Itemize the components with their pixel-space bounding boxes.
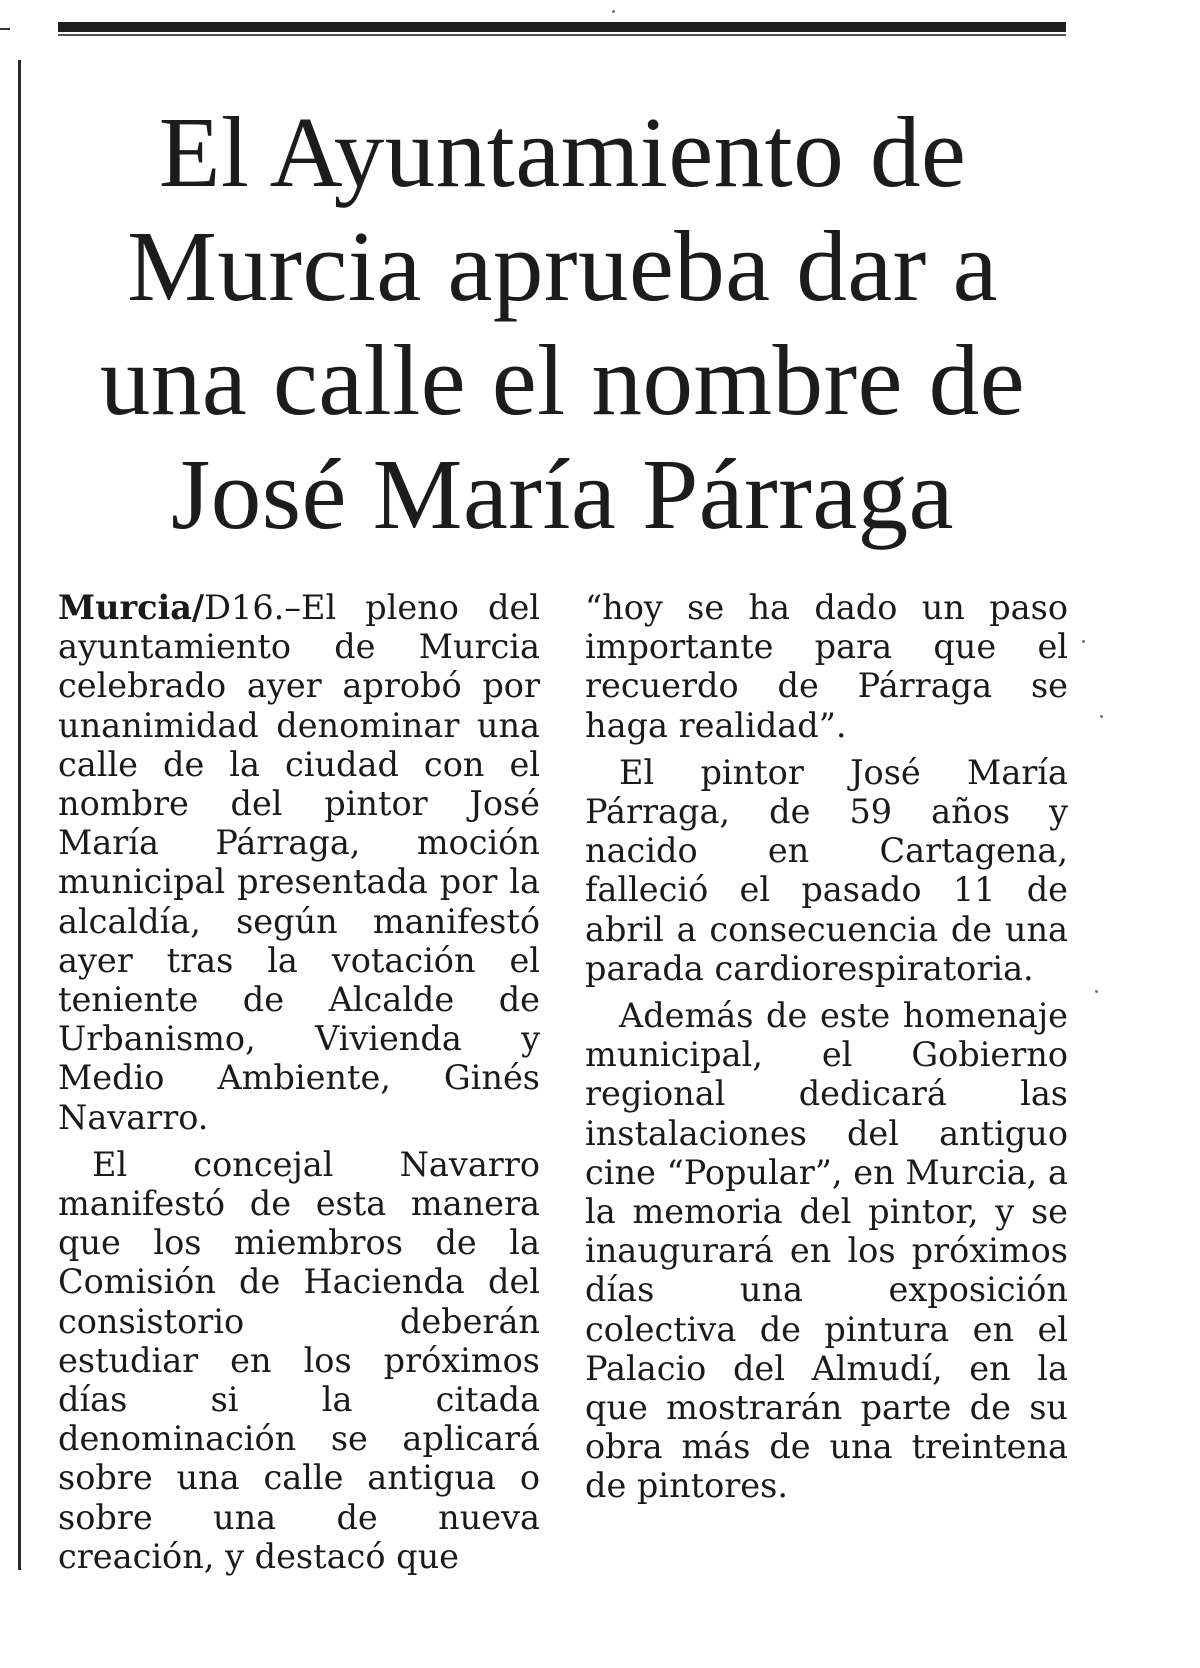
right-column bbox=[585, 588, 1068, 1514]
left-margin-rule bbox=[18, 60, 21, 1570]
top-rule bbox=[58, 22, 1066, 32]
body-paragraph: El pintor José María Párraga, de 59 años y nacido en Cartagena, falleció el pasado 11 de abril a consecuencia de una parada cardiorespiratoria. bbox=[585, 752, 1068, 988]
scan-speck bbox=[1095, 990, 1098, 993]
byline: D16.– bbox=[204, 588, 302, 627]
left-column bbox=[58, 588, 540, 1584]
scan-speck bbox=[612, 10, 615, 13]
lead-text: El pleno del ayuntamiento de Murcia celebrado ayer aprobó por unanimidad denominar una calle de la ciudad con el nombre del pintor José María Párraga, moción municipal presentada por la alcaldía, según manifestó ayer tras la votación el teniente de Alcalde de Urbanismo, Vivienda y Medio Ambiente, Ginés Navarro. bbox=[58, 588, 540, 1137]
top-rule-thin bbox=[58, 34, 1066, 36]
quote-paragraph: “hoy se ha dado un paso importante para que el recuerdo de Párraga se haga realidad”. bbox=[585, 588, 1068, 745]
headline: El Ayuntamiento de Murcia aprueba dar a una calle el nombre de José María Párraga bbox=[99, 96, 1026, 550]
dateline: Murcia/ bbox=[58, 588, 205, 627]
body-paragraph: El concejal Navarro manifestó de esta manera que los miembros de la Comisión de Hacienda del consistorio deberán estudiar en los próximos días si la citada denominación se aplicará sobre una calle antigua o sobre una de nueva creación, y destacó que bbox=[58, 1144, 540, 1576]
page-edge-mark bbox=[0, 28, 10, 30]
lead-paragraph bbox=[58, 588, 540, 1137]
body-paragraph: Además de este homenaje municipal, el Gobierno regional dedicará las instalaciones del antiguo cine “Popular”, en Murcia, a la memoria del pintor, y se inaugurará en los próximos días una exposición colectiva de pintura en el Palacio del Almudí, en la que mostrarán parte de su obra más de una treintena de pintores. bbox=[585, 996, 1068, 1506]
scan-speck bbox=[1100, 715, 1103, 718]
scan-speck bbox=[1082, 640, 1085, 643]
